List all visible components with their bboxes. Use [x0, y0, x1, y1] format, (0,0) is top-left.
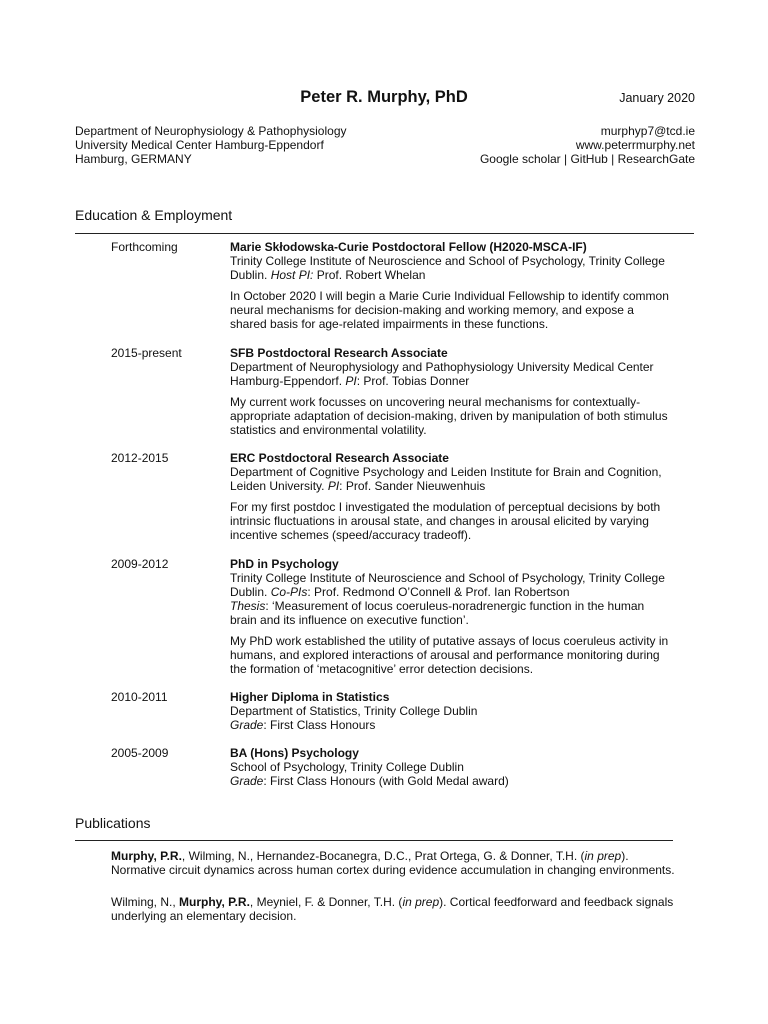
entry-period: 2015-present [111, 346, 182, 360]
cv-name: Peter R. Murphy, PhD [300, 88, 468, 106]
entry-grade: Grade: First Class Honours (with Gold Medal award) [230, 774, 509, 788]
address-department: Department of Neurophysiology & Pathophysiology [75, 124, 347, 138]
entry-institution: Trinity College Institute of Neuroscience and School of Psychology, Trinity College Dublin. Host PI: Prof. Robert Whelan [230, 254, 665, 282]
entry-period: Forthcoming [111, 240, 178, 254]
entry-period: 2012-2015 [111, 451, 169, 465]
researchgate-link[interactable]: ResearchGate [617, 152, 695, 166]
address-institution: University Medical Center Hamburg-Eppendorf [75, 138, 324, 152]
section-divider [75, 233, 694, 234]
website-link[interactable]: www.peterrmurphy.net [575, 138, 695, 152]
entry-period: 2010-2011 [111, 690, 168, 704]
publication-item: Murphy, P.R., Wilming, N., Hernandez-Bocanegra, D.C., Prat Ortega, G. & Donner, T.H. (in prep). Normative circuit dynamics across human cortex during evidence accumulation in changing environments. [111, 849, 675, 877]
entry-institution: Trinity College Institute of Neuroscience and School of Psychology, Trinity College Dublin. Co-PIs: Prof. Redmond O’Connell & Prof. Ian Robertson [230, 571, 665, 599]
education-entry [230, 240, 670, 331]
email-link[interactable]: murphyp7@tcd.ie [600, 124, 695, 138]
entry-title: SFB Postdoctoral Research Associate [230, 346, 448, 360]
education-entry [230, 746, 670, 788]
entry-period: 2009-2012 [111, 557, 169, 571]
entry-thesis: Thesis: ‘Measurement of locus coeruleus-noradrenergic function in the human brain and its influence on executive function’. [230, 599, 645, 627]
entry-title: Marie Skłodowska-Curie Postdoctoral Fellow (H2020-MSCA-IF) [230, 240, 587, 254]
google-scholar-link[interactable]: Google scholar [479, 152, 561, 166]
link-separator: | [560, 152, 571, 166]
entry-institution: Department of Statistics, Trinity College Dublin [230, 704, 478, 718]
entry-title: BA (Hons) Psychology [230, 746, 359, 760]
entry-description: My PhD work established the utility of putative assays of locus coeruleus activity in humans, and explored interactions of arousal and performance monitoring during the formation of ‘metacognitive’ error detection decisions. [230, 634, 669, 676]
entry-institution: School of Psychology, Trinity College Dublin [230, 760, 464, 774]
education-entry [230, 690, 670, 732]
entry-description: For my first postdoc I investigated the modulation of perceptual decisions by both intrinsic fluctuations in arousal state, and changes in arousal elicited by varying incentive schemes (speed/accuracy tradeoff). [230, 500, 661, 542]
entry-description: In October 2020 I will begin a Marie Curie Individual Fellowship to identify common neural mechanisms for decision-making and working memory, and expose a shared basis for age-related impairments in these functions. [230, 289, 669, 331]
entry-title: Higher Diploma in Statistics [230, 690, 390, 704]
profile-links [480, 152, 695, 166]
entry-title: ERC Postdoctoral Research Associate [230, 451, 449, 465]
entry-description: My current work focusses on uncovering neural mechanisms for contextually-appropriate adaptation of decision-making, driven by manipulation of both stimulus statistics and environmental volatility. [230, 395, 668, 437]
publication-item: Wilming, N., Murphy, P.R., Meyniel, F. & Donner, T.H. (in prep). Cortical feedforward and feedback signals underlying an elementary decision. [111, 895, 674, 923]
cv-date: January 2020 [619, 91, 695, 105]
section-title-education: Education & Employment [75, 207, 233, 223]
entry-institution: Department of Neurophysiology and Pathophysiology University Medical Center Hamburg-Eppendorf. PI: Prof. Tobias Donner [230, 360, 654, 388]
section-title-publications: Publications [75, 815, 151, 831]
link-separator: | [607, 152, 618, 166]
github-link[interactable]: GitHub [570, 152, 608, 166]
entry-period: 2005-2009 [111, 746, 169, 760]
entry-grade: Grade: First Class Honours [230, 718, 376, 732]
entry-title: PhD in Psychology [230, 557, 339, 571]
education-entry [230, 451, 670, 542]
education-entry [230, 557, 670, 676]
education-entry [230, 346, 670, 437]
section-divider [75, 840, 673, 841]
entry-institution: Department of Cognitive Psychology and Leiden Institute for Brain and Cognition, Leiden University. PI: Prof. Sander Nieuwenhuis [230, 465, 662, 493]
address-city: Hamburg, GERMANY [75, 152, 192, 166]
